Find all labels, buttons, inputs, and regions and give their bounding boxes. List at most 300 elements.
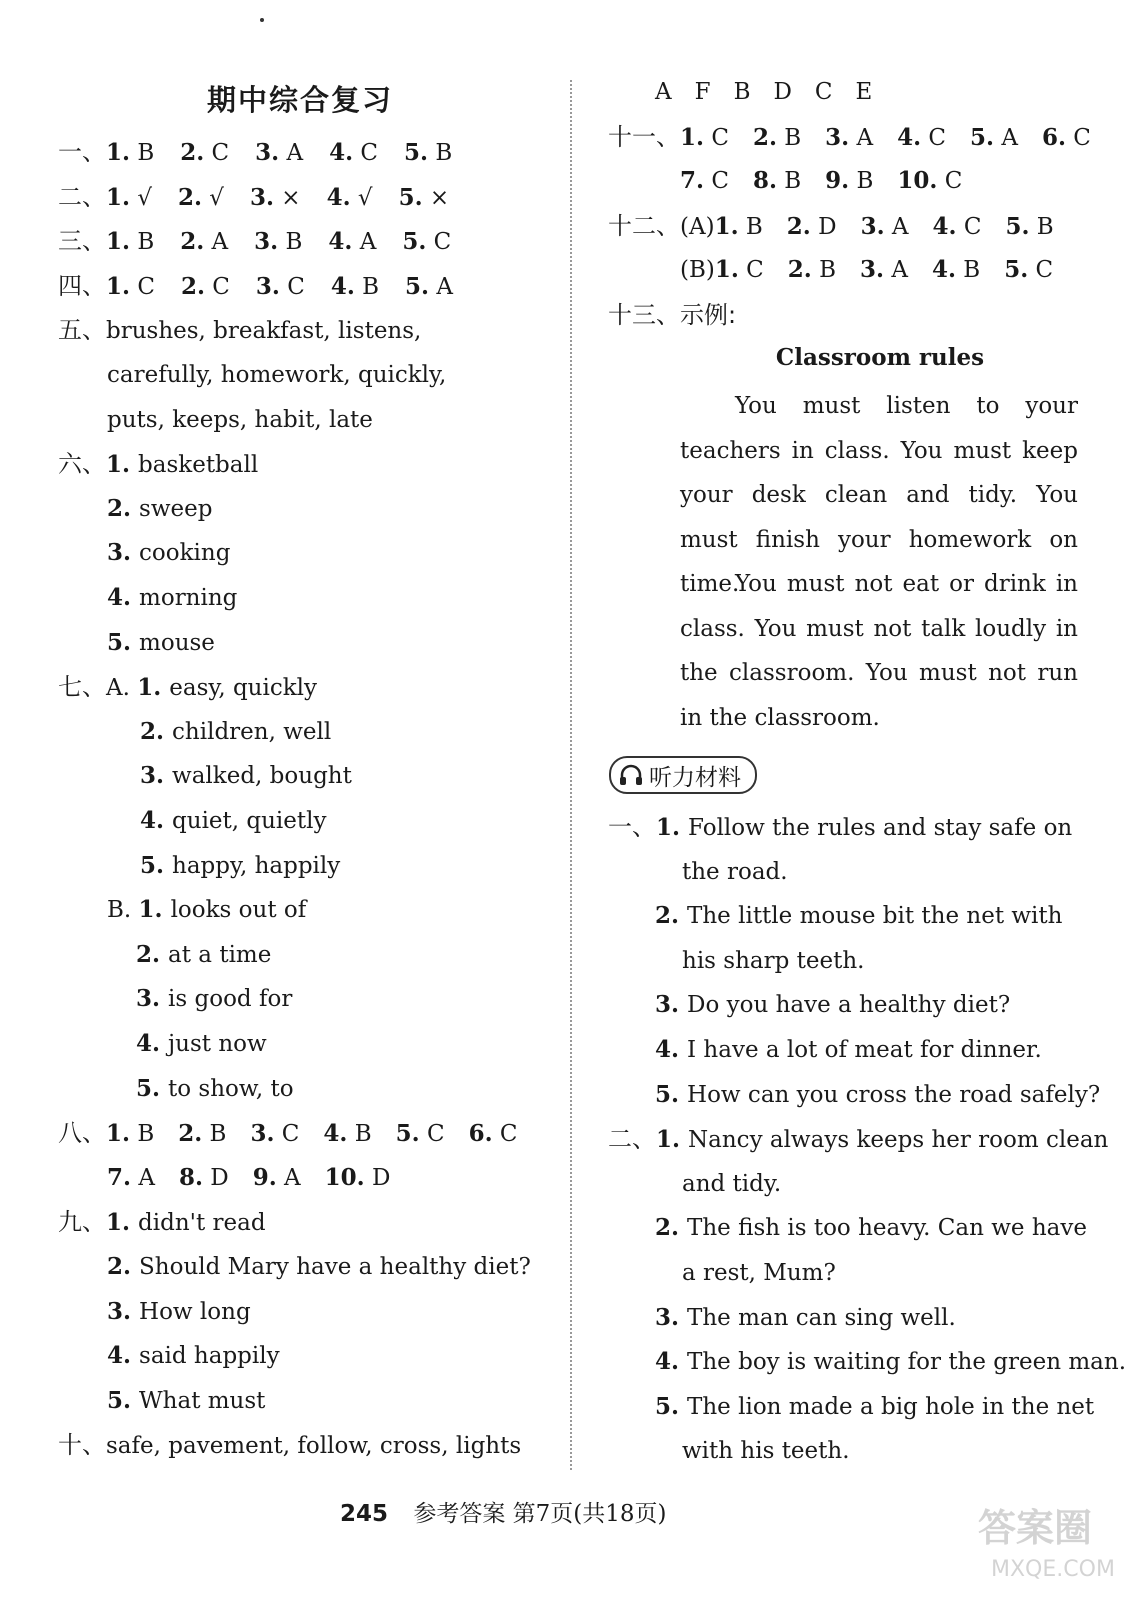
section-label: 六、 xyxy=(58,450,106,479)
list-item xyxy=(107,895,306,925)
answer-item xyxy=(255,138,303,168)
answer-number: 4. xyxy=(330,272,355,300)
listening-material-label: 听力材料 xyxy=(649,764,741,791)
answer-number: 9. xyxy=(825,167,850,195)
answer-item xyxy=(106,1119,154,1149)
list-item xyxy=(107,494,212,524)
answer-number: 3. xyxy=(860,256,885,284)
section-label: 十、 xyxy=(58,1431,106,1460)
answer-item xyxy=(180,138,229,168)
section-label: 十一、 xyxy=(608,122,680,151)
answer-value: B xyxy=(811,257,837,284)
item-text: morning xyxy=(139,585,238,611)
answer-item xyxy=(753,166,801,196)
answer-value: C xyxy=(956,213,982,240)
word-text: puts, keeps, habit, late xyxy=(107,406,373,433)
item-number: 5. xyxy=(140,851,173,879)
answer-number: 1. xyxy=(106,272,131,300)
answer-value: C xyxy=(279,273,305,300)
listening-item-continued xyxy=(682,1258,836,1288)
item-text: The man can sing well. xyxy=(687,1304,956,1331)
answer-item xyxy=(179,1163,229,1193)
item-text: Follow the rules and stay safe on xyxy=(688,815,1073,841)
answer-number: 3. xyxy=(255,139,280,166)
footer-text: 参考答案 第7页(共18页) xyxy=(413,1501,667,1527)
item-text: said happily xyxy=(139,1343,280,1370)
answer-value: D xyxy=(202,1164,229,1191)
listening-item xyxy=(655,1080,1100,1110)
answer-item xyxy=(325,1163,391,1193)
item-text: walked, bought xyxy=(172,763,352,790)
section-label: 三、 xyxy=(58,227,106,256)
item-number: 2. xyxy=(107,1253,140,1280)
answer-number: 3. xyxy=(254,228,279,256)
answer-line-s12 xyxy=(680,255,1077,285)
item-text: How can you cross the road safely? xyxy=(687,1081,1101,1108)
item-text: cooking xyxy=(139,540,231,567)
listening-item xyxy=(655,1303,956,1333)
essay-title: Classroom rules xyxy=(775,344,985,371)
answer-number: 3. xyxy=(825,123,850,151)
item-number: 5. xyxy=(655,1080,688,1108)
answer-item xyxy=(254,227,302,257)
item-number: 2. xyxy=(655,1214,688,1242)
answer-value: B xyxy=(776,124,802,151)
answer-value: A xyxy=(849,124,874,151)
answer-item xyxy=(256,272,305,302)
answer-value: D xyxy=(364,1164,391,1191)
answer-number: 4. xyxy=(897,123,922,151)
answer-number: 5. xyxy=(1005,212,1030,240)
watermark xyxy=(973,1496,1123,1590)
listening-item xyxy=(655,1347,1126,1377)
item-number: 2. xyxy=(655,902,688,930)
answer-line-s3 xyxy=(58,226,477,257)
answer-item xyxy=(1042,123,1091,153)
list-item xyxy=(107,583,237,613)
answer-value: √ xyxy=(130,184,152,211)
item-number: 1. xyxy=(138,896,171,924)
answer-value: B xyxy=(130,229,155,256)
list-item xyxy=(140,851,340,881)
section-label: 十三、示例: xyxy=(608,301,737,329)
answer-value: A xyxy=(884,213,909,240)
answer-item xyxy=(327,183,373,213)
answer-value: × xyxy=(422,184,450,211)
page-footer xyxy=(340,1495,667,1528)
answer-value: A xyxy=(884,257,908,284)
answer-number: 5. xyxy=(1004,256,1029,284)
item-number: 2. xyxy=(107,494,140,522)
answer-number: 5. xyxy=(402,228,427,256)
answer-line-s8 xyxy=(107,1163,414,1193)
answer-value: C xyxy=(130,273,155,300)
watermark-text: 答案圈 xyxy=(978,1506,1093,1550)
item-text: didn't read xyxy=(138,1210,266,1237)
answer-number: 2. xyxy=(786,212,811,240)
answer-item xyxy=(715,212,763,242)
item-text: to show, to xyxy=(168,1075,294,1102)
answer-number: 1. xyxy=(106,183,131,211)
listening-item xyxy=(655,1035,1042,1065)
answer-number: 4. xyxy=(329,139,354,166)
listening-item-continued xyxy=(682,1436,850,1466)
list-item xyxy=(140,761,352,791)
item-text: happy, happily xyxy=(172,852,341,879)
answer-value: B xyxy=(776,168,802,195)
answer-value: A xyxy=(352,229,377,256)
answer-value: C xyxy=(704,168,729,195)
answer-number: 2. xyxy=(180,139,205,166)
item-text: just now xyxy=(168,1031,267,1057)
answer-value: B xyxy=(347,1121,372,1148)
answer-value: √ xyxy=(350,184,373,211)
item-text: at a time xyxy=(168,941,272,968)
item-text: a rest, Mum? xyxy=(682,1260,836,1286)
answer-item xyxy=(825,123,873,153)
word-text: safe, pavement, follow, cross, lights xyxy=(106,1433,522,1460)
answer-item xyxy=(788,255,836,285)
list-item xyxy=(107,1386,265,1416)
item-text: easy, quickly xyxy=(169,675,318,702)
answer-item xyxy=(753,123,801,153)
answer-item xyxy=(181,272,230,302)
answer-item xyxy=(680,123,729,153)
answer-value: C xyxy=(204,273,230,300)
item-text: I have a lot of meat for dinner. xyxy=(687,1037,1042,1063)
answer-value: C xyxy=(426,229,452,256)
answer-value: B xyxy=(130,140,155,166)
item-number: 4. xyxy=(140,807,173,834)
answer-item xyxy=(897,166,962,196)
answer-number: 2. xyxy=(178,1120,203,1148)
list-item xyxy=(107,538,230,568)
item-number: 1. xyxy=(106,1209,139,1237)
answer-item xyxy=(253,1163,301,1193)
item-number: 3. xyxy=(655,1303,688,1331)
listening-material-badge xyxy=(609,756,757,794)
answer-number: 2. xyxy=(787,256,812,284)
answer-item xyxy=(787,212,837,242)
item-text: the road. xyxy=(682,858,788,885)
answer-value: C xyxy=(1028,257,1054,284)
answer-number: 9. xyxy=(252,1163,277,1191)
item-text: The fish is too heavy. Can we have xyxy=(687,1215,1087,1242)
answer-number: 2. xyxy=(752,123,777,151)
answer-item xyxy=(106,227,154,257)
answer-item xyxy=(680,166,729,196)
answer-number: 5. xyxy=(404,139,429,166)
item-text: What must xyxy=(139,1387,266,1414)
list-item xyxy=(107,1252,531,1282)
section-13-label xyxy=(608,300,736,331)
list-item xyxy=(136,984,292,1014)
answer-item xyxy=(396,1119,445,1149)
answer-value: C xyxy=(204,140,230,166)
item-number: 4. xyxy=(655,1348,688,1376)
answer-line-s10 xyxy=(58,1430,521,1461)
section-label: 四、 xyxy=(58,271,106,300)
item-number: 5. xyxy=(107,1386,140,1414)
item-number: 3. xyxy=(655,991,688,1019)
answer-value: B xyxy=(202,1121,227,1148)
item-text: The boy is waiting for the green man. xyxy=(687,1349,1127,1376)
answer-item xyxy=(106,272,155,302)
answer-number: 7. xyxy=(680,167,705,195)
answer-number: 5. xyxy=(970,123,995,151)
item-text: The lion made a big hole in the net xyxy=(687,1393,1095,1420)
answer-item xyxy=(469,1119,518,1149)
answer-item xyxy=(402,227,451,257)
answer-item xyxy=(932,255,980,285)
answer-value: B xyxy=(278,229,303,256)
answer-value: A xyxy=(279,140,304,166)
answer-line-s11 xyxy=(608,122,1115,153)
list-item xyxy=(140,806,327,836)
answer-number: 3. xyxy=(860,212,885,240)
word-text: brushes, breakfast, listens, xyxy=(106,318,422,345)
item-text: How long xyxy=(139,1298,251,1325)
letter-answers xyxy=(655,77,872,107)
answer-value: A xyxy=(204,229,229,256)
watermark-url: MXQE.COM xyxy=(991,1557,1115,1582)
answer-value: C xyxy=(937,168,963,195)
answer-value: C xyxy=(353,140,379,166)
answer-number: 4. xyxy=(323,1120,348,1148)
item-text: and tidy. xyxy=(682,1170,782,1197)
answer-value: B xyxy=(1029,213,1054,240)
item-number: 4. xyxy=(655,1036,688,1063)
part-label: (A) xyxy=(680,213,715,240)
word-line xyxy=(107,360,446,390)
answer-value: C xyxy=(921,124,947,151)
answer-number: 10. xyxy=(324,1163,365,1191)
answer-item xyxy=(1005,212,1053,242)
item-text: quiet, quietly xyxy=(172,808,327,834)
answer-value: C xyxy=(1066,124,1091,151)
answer-line-s12 xyxy=(608,211,1078,242)
listening-item xyxy=(655,901,1062,931)
list-item xyxy=(58,672,317,703)
item-number: 4. xyxy=(107,1342,140,1370)
answer-number: 3. xyxy=(249,183,274,211)
listening-item xyxy=(655,1213,1087,1243)
answer-number: 2. xyxy=(180,272,205,300)
answer-number: 1. xyxy=(714,212,739,240)
item-text: children, well xyxy=(172,718,332,745)
letters-text: A F B D C E xyxy=(655,79,873,105)
page-title: 期中综合复习 xyxy=(206,83,393,117)
answer-item xyxy=(860,255,908,285)
answer-item xyxy=(715,255,764,285)
list-item xyxy=(136,1029,267,1059)
item-text: mouse xyxy=(139,629,215,656)
answer-number: 1. xyxy=(106,228,131,256)
answer-item xyxy=(250,183,301,213)
section-label: 八、 xyxy=(58,1119,106,1148)
section-label: 一、 xyxy=(58,138,106,166)
item-number: 1. xyxy=(137,674,170,702)
list-item xyxy=(140,717,331,747)
answer-item xyxy=(404,138,452,168)
item-text: The little mouse bit the net with xyxy=(687,903,1063,930)
item-text: Nancy always keeps her room clean xyxy=(688,1127,1109,1154)
item-number: 3. xyxy=(136,985,169,1013)
answer-item xyxy=(106,183,152,213)
item-text: is good for xyxy=(168,986,293,1013)
section-label: 一、 xyxy=(608,813,656,841)
column-divider xyxy=(570,80,572,1470)
answer-item xyxy=(399,183,450,213)
listening-item xyxy=(655,990,1010,1020)
answer-value: B xyxy=(738,213,763,240)
list-item xyxy=(107,1341,280,1371)
answer-number: 6. xyxy=(1041,123,1066,151)
item-number: 4. xyxy=(107,584,140,611)
answer-item xyxy=(897,123,946,153)
answer-number: 1. xyxy=(680,123,705,151)
answer-number: 8. xyxy=(178,1163,203,1191)
answer-number: 3. xyxy=(255,272,280,300)
answer-number: 6. xyxy=(468,1120,493,1148)
word-line xyxy=(58,315,421,346)
essay-paragraph-2: You must not eat or drink in class. You must not talk loudly in the classroom. You must not run in the classroom. xyxy=(680,571,1078,731)
answer-line-s2 xyxy=(58,182,475,213)
item-number: 3. xyxy=(140,762,173,790)
answer-value: √ xyxy=(202,184,224,211)
answer-value: B xyxy=(955,257,981,284)
answer-number: 1. xyxy=(106,1120,131,1148)
answer-number: 2. xyxy=(177,183,202,211)
section-label: 九、 xyxy=(58,1208,106,1237)
answer-item xyxy=(1004,255,1053,285)
answer-number: 2. xyxy=(180,228,205,256)
part-label: A. xyxy=(106,675,138,702)
section-label: 二、 xyxy=(58,182,106,211)
answer-number: 7. xyxy=(107,1163,132,1191)
answer-value: D xyxy=(810,213,837,240)
word-line xyxy=(107,405,373,435)
answer-item xyxy=(107,1163,155,1193)
list-item xyxy=(107,628,215,658)
list-item xyxy=(136,1074,294,1104)
section-label: 二、 xyxy=(608,1125,656,1154)
answer-item xyxy=(405,272,453,302)
item-text: Should Mary have a healthy diet? xyxy=(139,1254,531,1280)
answer-item xyxy=(970,123,1018,153)
item-text: basketball xyxy=(138,452,259,479)
item-number: 5. xyxy=(136,1074,169,1102)
answer-item xyxy=(178,1119,226,1149)
answer-item xyxy=(331,272,379,302)
answer-item xyxy=(106,138,154,168)
answer-number: 5. xyxy=(395,1120,420,1148)
answer-value: C xyxy=(492,1121,518,1148)
essay-paragraph-1: You must listen to your teachers in class. You must keep your desk clean and tidy. You must finish your homework on time. xyxy=(680,393,1078,597)
answer-number: 4. xyxy=(328,228,353,256)
answer-line-s1 xyxy=(58,137,478,168)
answer-value: × xyxy=(273,184,301,211)
listening-item xyxy=(655,1392,1094,1422)
answer-number: 4. xyxy=(326,183,351,211)
section-label: 五、 xyxy=(58,316,106,345)
list-item xyxy=(107,1297,251,1327)
answer-value: C xyxy=(704,124,729,151)
section-label: 十二、 xyxy=(608,211,680,240)
listening-item-continued xyxy=(682,857,788,887)
answer-line-s4 xyxy=(58,271,479,302)
answer-value: B xyxy=(130,1121,155,1148)
headphones-icon xyxy=(619,764,643,786)
listening-item-continued xyxy=(682,1169,781,1199)
answer-value: A xyxy=(994,124,1018,151)
item-text: looks out of xyxy=(170,897,307,924)
answer-number: 1. xyxy=(106,139,131,166)
watermark-logo-icon xyxy=(973,1496,1123,1586)
item-number: 1. xyxy=(656,1126,689,1154)
item-number: 1. xyxy=(656,814,689,841)
answer-item xyxy=(328,227,376,257)
item-text: his sharp teeth. xyxy=(682,947,865,974)
answer-item xyxy=(861,212,909,242)
list-item xyxy=(136,940,271,970)
part-label: B. xyxy=(107,897,139,924)
answer-value: B xyxy=(849,168,874,195)
list-item xyxy=(58,1207,266,1238)
answer-value: A xyxy=(276,1164,301,1191)
page-number: 245 xyxy=(340,1501,389,1527)
answer-number: 8. xyxy=(752,167,777,195)
answer-item xyxy=(178,183,224,213)
answer-value: C xyxy=(419,1121,445,1148)
answer-item xyxy=(933,212,982,242)
answer-value: A xyxy=(131,1164,155,1191)
section-label: 七、 xyxy=(58,673,106,702)
answer-number: 4. xyxy=(932,212,957,240)
answer-value: C xyxy=(274,1121,300,1148)
item-number: 2. xyxy=(140,717,173,745)
item-text: sweep xyxy=(139,495,213,522)
listening-item xyxy=(608,1124,1108,1155)
item-number: 5. xyxy=(655,1392,688,1420)
answer-number: 3. xyxy=(250,1120,275,1148)
item-number: 5. xyxy=(107,628,140,656)
answer-item xyxy=(329,138,378,168)
listening-item xyxy=(608,812,1072,843)
answer-item xyxy=(825,166,873,196)
stray-dot xyxy=(260,18,264,22)
answer-value: A xyxy=(429,273,453,300)
part-label: (B) xyxy=(680,257,715,284)
answer-number: 4. xyxy=(931,256,956,284)
answer-item xyxy=(180,227,228,257)
item-number: 2. xyxy=(136,940,169,968)
listening-item-continued xyxy=(682,946,864,976)
item-number: 4. xyxy=(136,1030,169,1057)
answer-item xyxy=(250,1119,299,1149)
answer-number: 5. xyxy=(398,183,423,211)
answer-number: 1. xyxy=(714,256,739,284)
item-text: Do you have a healthy diet? xyxy=(687,992,1011,1019)
item-number: 3. xyxy=(107,539,140,567)
answer-number: 5. xyxy=(405,272,430,300)
answer-value: B xyxy=(354,273,380,300)
list-item xyxy=(58,449,258,480)
answer-value: B xyxy=(428,140,453,166)
answer-item xyxy=(323,1119,371,1149)
word-text: carefully, homework, quickly, xyxy=(107,362,447,388)
answer-value: C xyxy=(738,257,764,284)
